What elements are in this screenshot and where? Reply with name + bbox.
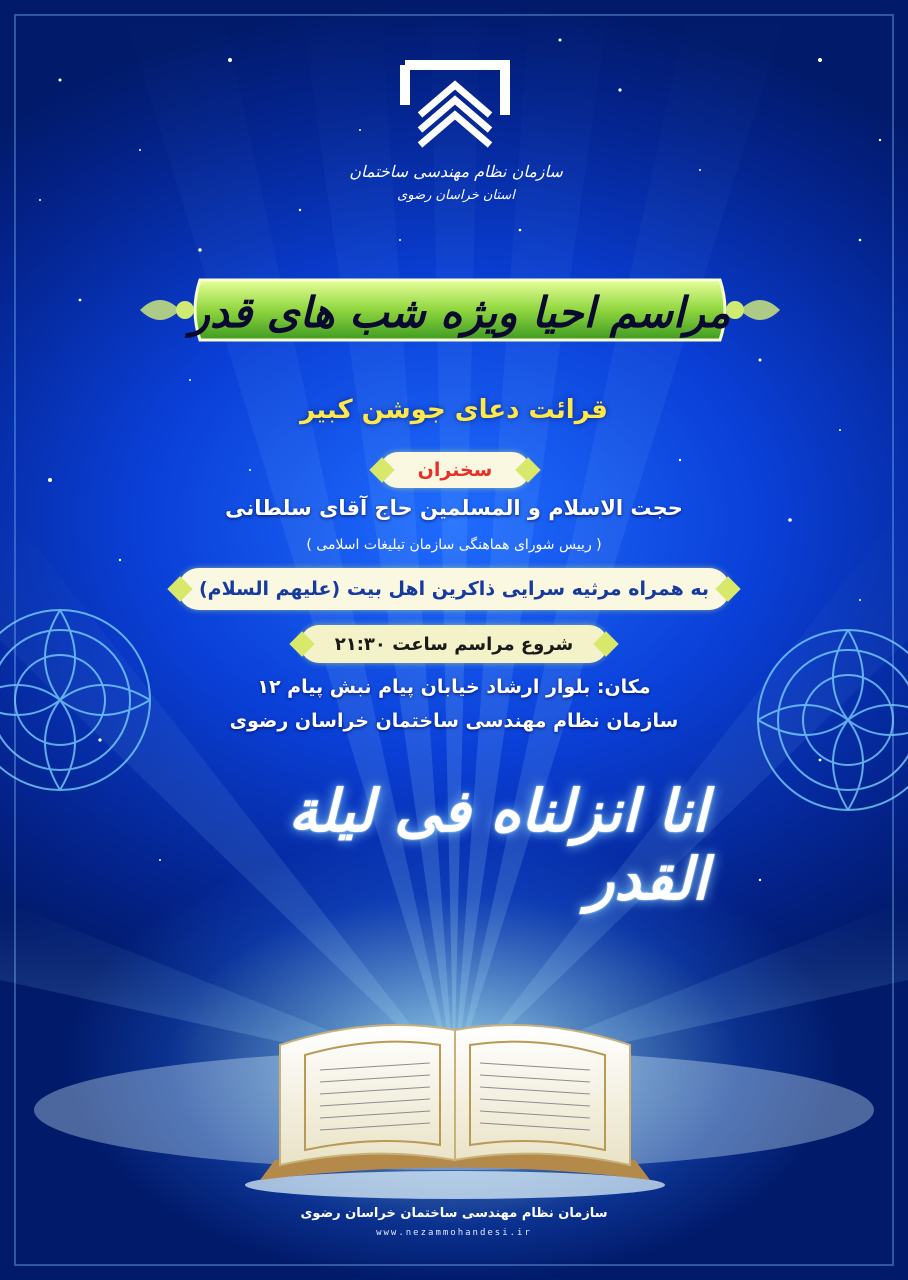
verse-calligraphy: انا انزلناه فی لیلة القدر xyxy=(288,777,708,913)
location-text: مکان: بلوار ارشاد خیابان پیام نبش پیام ۱۲ xyxy=(257,676,651,698)
footer-website: www.nezammohandesi.ir xyxy=(376,1228,532,1238)
footer-org-name: سازمان نظام مهندسی ساختمان خراسان رضوی xyxy=(300,1206,608,1221)
venue-text: سازمان نظام مهندسی ساختمان خراسان رضوی xyxy=(229,710,679,732)
event-title: مراسم احیا ویژه شب های قدر xyxy=(189,287,731,337)
start-time-pill xyxy=(300,625,608,663)
speaker-name: حجت الاسلام و المسلمین حاج آقای سلطانی xyxy=(225,496,683,520)
speakers-label-pill xyxy=(380,452,530,488)
start-time-text: شروع مراسم ساعت ۲۱:۳۰ xyxy=(334,633,574,655)
building-logo-icon xyxy=(390,55,520,155)
speaker-role: ( رییس شورای هماهنگی سازمان تبلیغات اسلامی ) xyxy=(306,537,602,553)
org-name-line2: استان خراسان رضوی xyxy=(397,188,515,203)
speakers-label: سخنران xyxy=(417,459,493,481)
elegy-text: به همراه مرثیه سرایی ذاکرین اهل بیت (علیهم السلام) xyxy=(198,578,710,600)
event-subtitle: قرائت دعای جوشن کبیر xyxy=(300,395,608,425)
elegy-pill xyxy=(178,568,730,610)
quran-book-icon xyxy=(240,985,670,1200)
org-name-line1: سازمان نظام مهندسی ساختمان xyxy=(349,162,563,181)
